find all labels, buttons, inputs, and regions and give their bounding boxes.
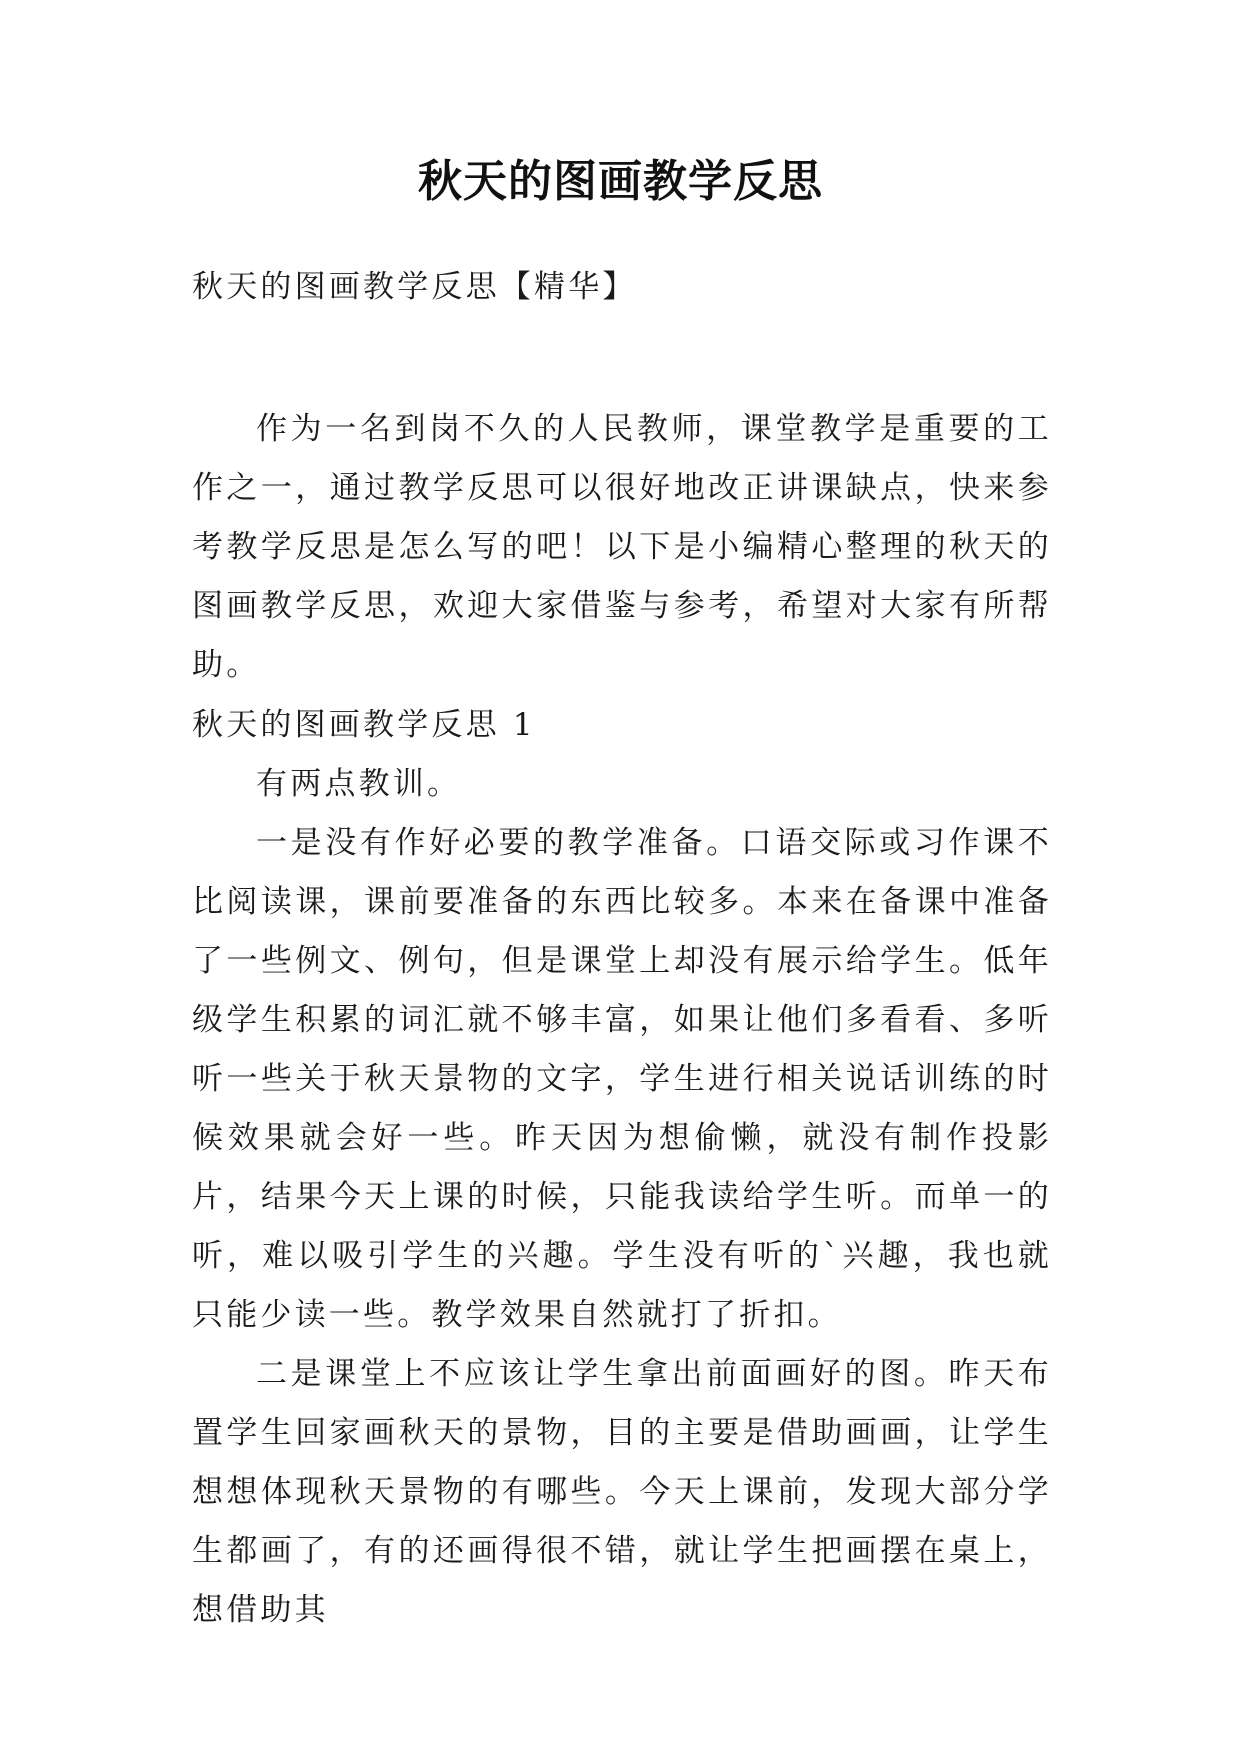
section-heading: 秋天的图画教学反思 1 [192, 707, 536, 743]
document-title: 秋天的图画教学反思 [418, 156, 823, 207]
section-paragraph-2: 一是没有作好必要的教学准备。口语交际或习作课不比阅读课，课前要准备的东西比较多。本来在备课中准备了一些例文、例句，但是课堂上却没有展示给学生。低年级学生积累的词汇就不够丰富，如果让他们多看看、多听听一些关于秋天景物的文字，学生进行相关说话训练的时候效果就会好一些。昨天因为想偷懒，就没有制作投影片，结果今天上课的时候，只能我读给学生听。而单一的听，难以吸引学生的兴趣。学生没有听的`兴趣，我也就只能少读一些。教学效果自然就打了折扣。 [192, 825, 1052, 1333]
intro-paragraph: 作为一名到岗不久的人民教师，课堂教学是重要的工作之一，通过教学反思可以很好地改正讲课缺点，快来参考教学反思是怎么写的吧！以下是小编精心整理的秋天的图画教学反思，欢迎大家借鉴与参考，希望对大家有所帮助。 [192, 411, 1052, 683]
section-paragraph-1: 有两点教训。 [256, 766, 462, 802]
section-1 [192, 696, 1052, 1640]
section-paragraph-3: 二是课堂上不应该让学生拿出前面画好的图。昨天布置学生回家画秋天的景物，目的主要是借助画画，让学生想想体现秋天景物的有哪些。今天上课前，发现大部分学生都画了，有的还画得很不错，就让学生把画摆在桌上，想借助其 [192, 1356, 1052, 1628]
document-subtitle: 秋天的图画教学反思【精华】 [192, 269, 637, 305]
